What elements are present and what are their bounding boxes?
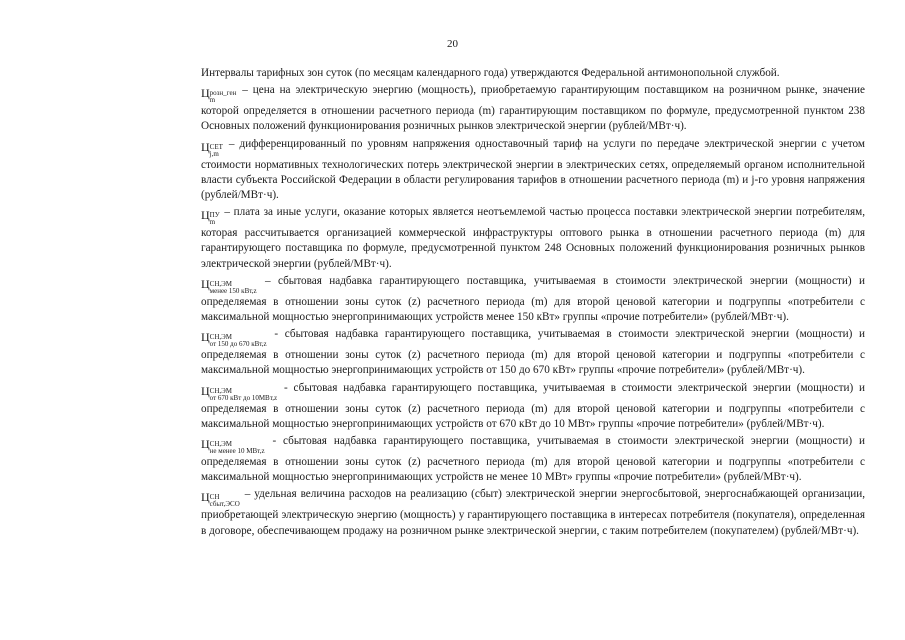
- definition-retail-price: [201, 83, 865, 134]
- definition-text: – цена на электрическую энергию (мощность), приобретаемую гарантирующим поставщиком на розничном рынке, значение которой определяется в отношении расчетного периода (m) гарантирующим поставщиком по формуле, предусмотренной пунктом 238 Основных положений функционирования розничных рынков электрической энергии (рублей/МВт·ч).: [201, 84, 865, 133]
- definition-text: – плата за иные услуги, оказание которых является неотъемлемой частью процесса поставки электрической энергии потребителям, которая рассчитывается организацией коммерческой инфраструктуры оптового рынка в отношении расчетного периода (m) для гарантирующего поставщика по формуле, предусмотренной пунктом 248 Основных положений функционирования розничных рынков электрической энергии (рублей/МВт·ч).: [201, 206, 865, 270]
- symbol-subscript: m: [209, 218, 216, 227]
- symbol-superscript: СН,ЭМ: [209, 279, 232, 288]
- symbol-subscript: менее 150 кВт,z: [209, 286, 257, 295]
- definition-sales-costs: [201, 487, 865, 538]
- definition-text: – дифференцированный по уровням напряжения одноставочный тариф на услуги по передаче электрической энергии с учетом стоимости нормативных технологических потерь электрической энергии в электрических сетях, определяемый органом исполнительной власти субъекта Российской Федерации в области регулирования тарифов в отношении расчетного периода (m) и j-го уровня напряжения (рублей/МВт·ч).: [201, 137, 865, 202]
- symbol-base: Ц: [201, 383, 210, 398]
- paragraph-intervals: [201, 66, 865, 81]
- symbol-subscript: не менее 10 МВт,z: [209, 447, 265, 456]
- symbol-base: Ц: [201, 490, 210, 505]
- symbol-subscript: от 670 кВт до 10МВт,z: [209, 393, 278, 402]
- symbol-superscript: СН: [209, 493, 220, 502]
- definition-markup-over-10mw: [201, 434, 865, 485]
- document-body: [201, 66, 865, 541]
- symbol-subscript: m: [209, 96, 216, 105]
- definition-text: - сбытовая надбавка гарантирующего поставщика, учитываемая в стоимости электрической энергии (мощности) и определяемая в отношении зоны суток (z) расчетного периода (m) для второй ценовой категории и подгруппы «потребители с максимальной мощностью энергопринимающих устройств не менее 10 МВт» группы «прочие потребители» (рублей/МВт·ч).: [201, 435, 865, 484]
- formula-symbol: [201, 491, 240, 508]
- symbol-subscript: j,m: [209, 149, 219, 158]
- definition-other-services: [201, 205, 865, 272]
- symbol-base: Ц: [201, 276, 210, 291]
- symbol-superscript: СН,ЭМ: [209, 333, 232, 342]
- formula-symbol: [201, 385, 277, 402]
- formula-symbol: [201, 331, 267, 348]
- definition-network-tariff: [201, 137, 865, 204]
- symbol-subscript: сбыт,ЭСО: [209, 500, 240, 509]
- symbol-superscript: СН,ЭМ: [209, 440, 232, 449]
- symbol-base: Ц: [201, 437, 210, 452]
- paragraph-text: Интервалы тарифных зон суток (по месяцам календарного года) утверждаются Федеральной антимонопольной службой.: [201, 67, 780, 79]
- symbol-subscript: от 150 до 670 кВт,z: [209, 340, 267, 349]
- symbol-superscript: ПУ: [209, 211, 220, 220]
- symbol-superscript: розн_ген: [209, 89, 237, 98]
- page-number: 20: [447, 38, 458, 50]
- symbol-superscript: СЕТ: [209, 142, 223, 151]
- definition-text: – удельная величина расходов на реализацию (сбыт) электрической энергии энергосбытовой, энергоснабжающей организации, приобретающей электрическую энергию (мощность) у гарантирующего поставщика в интересах потребителя (покупателя), определенная в договоре, обеспечивающем продажу на розничном рынке электрической энергии, с таким потребителем (покупателем) (рублей/МВт·ч).: [201, 488, 865, 537]
- formula-symbol: [201, 87, 236, 104]
- formula-symbol: [201, 209, 220, 226]
- symbol-superscript: СН,ЭМ: [209, 386, 232, 395]
- definition-text: - сбытовая надбавка гарантирующего поставщика, учитываемая в стоимости электрической энергии (мощности) и определяемая в отношении зоны суток (z) расчетного периода (m) для второй ценовой категории и подгруппы «потребители с максимальной мощностью энергопринимающих устройств от 670 кВт до 10 МВт» группы «прочие потребители» (рублей/МВт·ч).: [201, 381, 865, 430]
- definition-markup-150-670: [201, 327, 865, 378]
- symbol-base: Ц: [201, 86, 210, 101]
- symbol-base: Ц: [201, 330, 210, 345]
- definition-text: – сбытовая надбавка гарантирующего поставщика, учитываемая в стоимости электрической энергии (мощности) и определяемая в отношении зоны суток (z) расчетного периода (m) для второй ценовой категории и подгруппы «потребители с максимальной мощностью энергопринимающих устройств менее 150 кВт» группы «прочие потребители» (рублей/МВт·ч).: [201, 274, 865, 324]
- definition-markup-under-150: [201, 274, 865, 325]
- definition-markup-670-10mw: [201, 381, 865, 432]
- symbol-base: Ц: [201, 208, 210, 223]
- formula-symbol: [201, 141, 223, 158]
- formula-symbol: [201, 278, 257, 295]
- definition-text: - сбытовая надбавка гарантирующего поставщика, учитываемая в стоимости электрической энергии (мощности) и определяемая в отношении зоны суток (z) расчетного периода (m) для второй ценовой категории и подгруппы «потребители с максимальной мощностью энергопринимающих устройств от 150 до 670 кВт» группы «прочие потребители» (рублей/МВт·ч).: [201, 328, 865, 377]
- symbol-base: Ц: [201, 139, 210, 154]
- formula-symbol: [201, 438, 265, 455]
